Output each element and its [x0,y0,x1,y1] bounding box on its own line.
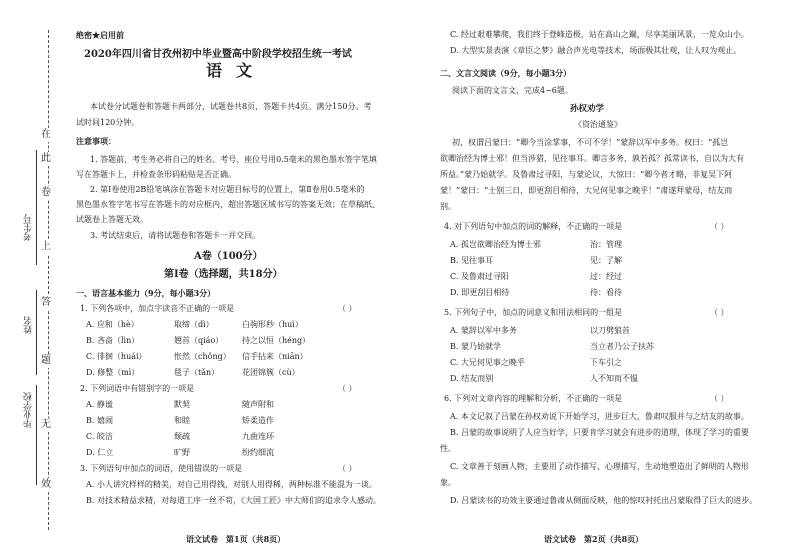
binding-char: 题 [41,355,51,366]
q3-option: A. 小人讲究样样的精美，对自己用得钱，对别人用得稀，两种标准不能混为一谈。 [86,480,377,489]
q1-option: 信手拈来（niān） [242,352,308,361]
q1-option: 白驹形秒（huì） [242,320,303,329]
notice-line: 3. 考试结束后，请将试题卷和答题卡一并交回。 [90,231,261,240]
q1-option: D. 修整（mì） [86,368,140,377]
question-4-stem: 4. 对下列语句中加点的词的解释，不正确的一项是 [444,222,623,231]
q4-option: B. 见往事耳 [450,256,493,265]
secret-mark: 绝密★启用前 [76,30,124,40]
q1-option: 怅然（chǒng） [174,352,231,361]
q3-option: C. 经过艰难攀爬，我们终于登峰造极，站在高山之巅，尽享美丽风景，一览众山小。 [450,30,749,39]
page-footer: 语文试卷 第1页（共8页） [186,534,286,544]
binding-char: 无 [41,419,51,430]
question-3-stem: 3. 下列语句中加点的词语，使用错误的一项是 [80,464,243,473]
q5-option-pair: 下车引之 [590,358,622,367]
q3-option: D. 大型实景表演《章臣之梦》融合声光电等技术，场面极其壮观，让人叹为观止。 [450,46,742,55]
page-1 [76,0,394,560]
intro-line: 本试卷分试题卷和答题卡两部分，试题卷共8页，答题卡共4页。满分150分。考 [90,102,372,111]
q2-option: 随声附和 [242,400,274,409]
volume-1-heading: 第Ⅰ卷（选择题，共18分） [164,269,283,280]
q4-option: A. 孤岂欲卿治经为博士邪 [450,240,541,249]
q6-option: A. 本文记叙了吕蒙在孙权劝说下开始学习，进步巨大，鲁肃叹服并与之结友的故事。 [450,412,749,421]
binding-char: 卷 [41,187,51,198]
q4-option-gloss: 待：看待 [590,288,622,297]
q6-option: B. 吕蒙的故事说明了人应当好学，只要肯学习就会有进步的道理，体现了学习的重要 [450,428,749,437]
passage-title: 孙权劝学 [570,104,605,114]
passage-line: 蒙！”蒙曰：“士别三日，即更刮目相待，大兄何见事之晚乎！”肃遂拜蒙母，结友而 [440,186,733,195]
school-rule [36,385,37,485]
q6-option: 象。 [440,478,456,487]
q4-option-gloss: 见：了解 [590,256,622,265]
passage-line: 所益。”蒙乃始就学。及鲁肃过寻阳，与蒙论议，大惊曰：“卿今者才略，非复吴下阿 [440,170,733,179]
q2-option: 默契 [174,400,190,409]
q1-option: 持之以恒（héng） [242,336,311,345]
passage-source: 《资治通鉴》 [574,120,622,129]
binding-char: 此 [41,153,51,164]
question-6-stem: 6. 下列对文章内容的理解和分析，不正确的一项是 [444,394,623,403]
q4-option-gloss: 治：管理 [590,240,622,249]
q6-option: C. 文章善于刻画人物，主要用了动作描写、心理描写，生动地塑造出了鲜明的人物形 [450,462,749,471]
passage-line: 欲卿治经为博士邪！但当涉猎，见往事耳。卿言多务，孰若孤？孤常读书，自以为大有 [440,154,744,163]
answer-paren: （ ） [338,384,357,393]
exam-title: 2020年四川省甘孜州初中毕业暨高中阶段学校招生统一考试 [84,49,352,60]
q2-option: B. 嬉闹 [86,416,113,425]
intro-line: 试时间120分钟。 [76,118,140,127]
question-2-stem: 2. 下列词语中有错别字的一项是 [80,384,195,393]
q2-option: 矫柔造作 [242,416,274,425]
answer-paren: （ ） [338,464,357,473]
school-label: 毕业学校 [24,392,34,428]
page-footer: 语文试卷 第2页（共8页） [544,534,644,544]
q5-option-pair: 当立者乃公子扶苏 [590,342,654,351]
question-1-stem: 1. 下列各项中，加点字读音不正确的一项是 [80,304,235,313]
notice-line: 2. 第Ⅰ卷使用2B铅笔填涂在答题卡对应题目标号的位置上，第Ⅱ卷用0.5毫米的 [90,185,365,194]
question-5-stem: 5. 下列句子中，加点的词意义和用法相同的一组是 [444,308,623,317]
exam-number-label: 考生号 [24,214,34,241]
q1-option: 取缔（dì） [174,320,214,329]
volume-a-heading: A卷（100分） [194,251,263,262]
binding-char: 上 [41,241,51,252]
subject-title: 语文 [206,61,267,80]
q4-option: D. 即更刮目相待 [450,288,510,297]
answer-paren: （ ） [710,222,729,231]
q6-option: D. 吕蒙读书的功效主要通过鲁肃从侧面反映，他的惊叹衬托出吕蒙取得了巨大的进步。 [450,496,758,505]
reading-intro: 阅读下面的文言文，完成4~6题。 [452,86,573,95]
binding-char: 答 [41,297,51,308]
q2-option: C. 皎洁 [86,432,113,441]
q1-option: 花团锦簇（cù） [242,368,300,377]
q3-option: B. 对技术精益求精，对每道工序一丝不苟，《大国工匠》中大师们的追求令人感动。 [86,496,381,505]
binding-char: 效 [41,479,51,490]
q2-option: A. 静谧 [86,400,113,409]
exam-number-rule [36,150,37,265]
q5-option: B. 蒙乃始就学 [450,342,501,351]
q2-option: 九曲连环 [242,432,274,441]
cut-line [48,30,49,530]
q2-option: 颓疏 [174,432,190,441]
q5-option: D. 结友而别 [450,374,494,383]
passage-line: 初，权谓吕蒙曰：“卿今当涂掌事，不可不学！”蒙辞以军中多务。权曰：“孤岂 [452,138,729,147]
q5-option-pair: 人不知而不愠 [590,374,638,383]
q1-option: A. 应和（hè） [86,320,139,329]
name-label: 姓名 [24,316,34,334]
section-1-heading: 一、语言基本能力（9分，每小题3分） [76,288,216,298]
answer-paren: （ ） [710,308,729,317]
q6-option: 性。 [440,444,456,453]
q2-option: D. 仁立 [86,448,114,457]
q1-option: 翘首（qiáo） [174,336,224,345]
notice-line: 1. 答题前，考生务必将自己的姓名、考号、座位号用0.5毫米的黑色墨水签字笔填 [90,155,377,164]
q2-option: 旷野 [174,448,190,457]
notice-title: 注意事项： [76,136,116,146]
notice-line: 试题卷上答题无效。 [76,215,148,224]
q4-option: C. 及鲁肃过寻阳 [450,272,509,281]
name-rule [36,290,37,375]
q1-option: C. 徘徊（huái） [86,352,147,361]
q5-option: A. 蒙辞以军中多务 [450,326,517,335]
notice-line: 写在答题卡上，并检查条形码粘贴是否正确。 [76,170,236,179]
q2-option: 纷约细流 [242,448,274,457]
q1-option: B. 吝啬（lìn） [86,336,140,345]
notice-line: 黑色墨水签字笔书写在答题卡的对应框内，超出答题区域书写的答案无效；在草稿纸、 [76,200,380,209]
section-2-heading: 二、文言文阅读（9分，每小题3分） [440,68,572,78]
q5-option: C. 大兄何见事之晚乎 [450,358,525,367]
q4-option-gloss: 过：经过 [590,272,622,281]
q1-option: 毯子（tǎn） [174,368,220,377]
answer-paren: （ ） [710,394,729,403]
binding-margin [0,0,70,560]
q5-option-pair: 以刀劈狼首 [590,326,630,335]
page-2 [440,0,770,560]
binding-char: 在 [41,129,51,140]
passage-line: 别。 [440,202,456,211]
answer-paren: （ ） [338,304,357,313]
q2-option: 和睦 [174,416,190,425]
